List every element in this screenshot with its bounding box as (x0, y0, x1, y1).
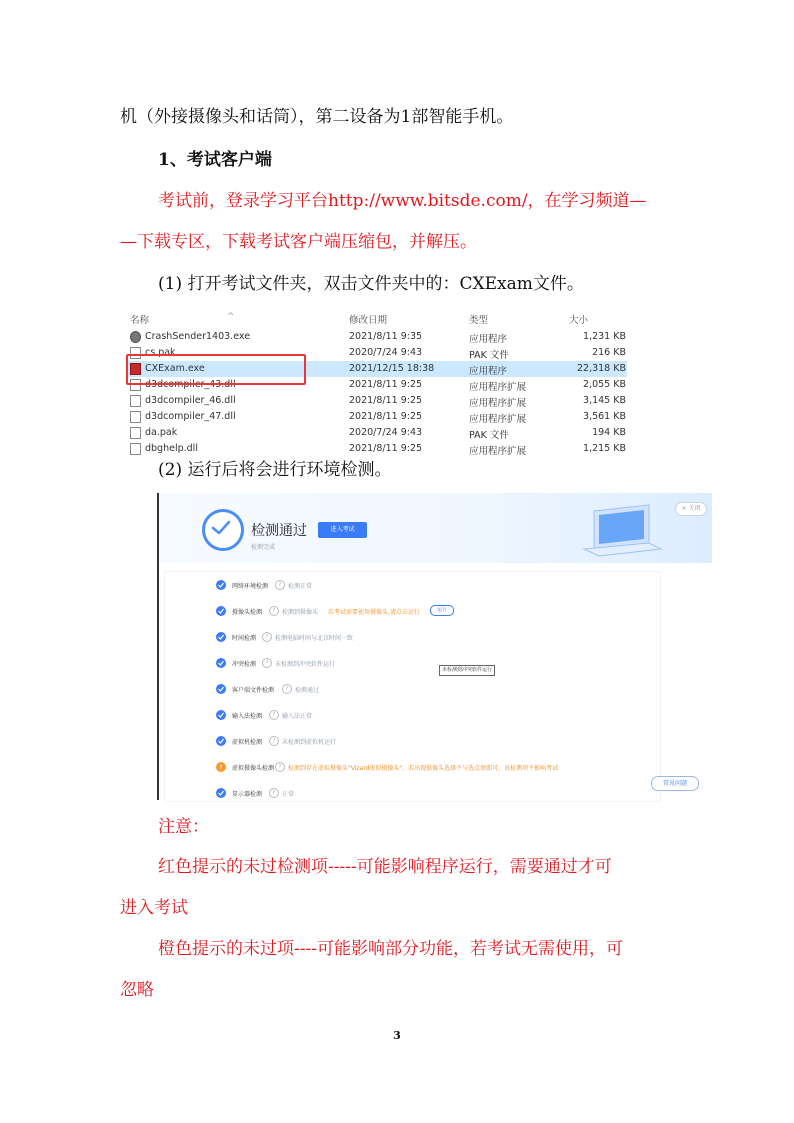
pass-check-icon (216, 736, 226, 746)
file-icon (130, 427, 141, 439)
file-size: 3,561 KB (583, 411, 626, 422)
file-type: 应用程序扩展 (469, 446, 527, 457)
instruction-line: 考试前，登录学习平台http://www.bitsde.com/，在学习频道— (158, 191, 647, 211)
highlight-box (126, 354, 306, 385)
file-row[interactable] (127, 441, 627, 457)
check-item-name: 时间检测 (232, 635, 257, 642)
paragraph-line: 机（外接摄像头和话筒），第二设备为1部智能手机。 (120, 107, 514, 127)
file-date: 2021/8/11 9:25 (349, 411, 423, 422)
check-item-name: 客户端文件检测 (232, 687, 275, 694)
pass-check-icon (216, 684, 226, 694)
check-item-status: 未检测到冲突软件运行 (275, 661, 336, 668)
file-name: d3dcompiler_46.dll (145, 395, 236, 406)
environment-check-screenshot (157, 493, 712, 800)
faq-button[interactable]: 常见问题 (651, 776, 699, 791)
help-icon[interactable]: ? (262, 658, 272, 668)
note-line: 进入考试 (120, 898, 188, 918)
column-header-type[interactable]: 类型 (469, 315, 489, 326)
file-size: 1,231 KB (583, 331, 626, 342)
run-button[interactable]: 运行 (430, 605, 454, 616)
file-icon (130, 331, 141, 343)
check-item-status: 检测到存在虚拟摄像头"Vizard虚拟摄像头"，若出现摄像头选择不与选点须即可，该检测项不影响考试 (288, 765, 559, 772)
column-header-row (123, 309, 674, 325)
file-row[interactable] (127, 329, 627, 345)
file-date: 2020/7/24 9:43 (349, 347, 423, 358)
pass-check-icon (216, 710, 226, 720)
column-header-date[interactable]: 修改日期 (349, 315, 388, 326)
column-header-size[interactable]: 大小 (569, 315, 589, 326)
file-type: 应用程序扩展 (469, 414, 527, 425)
file-date: 2020/7/24 9:43 (349, 427, 423, 438)
file-type: 应用程序扩展 (469, 398, 527, 409)
file-date: 2021/8/11 9:25 (349, 379, 423, 390)
check-item-name: 虚拟机检测 (232, 739, 263, 746)
file-date: 2021/8/11 9:25 (349, 443, 423, 454)
result-title: 检测通过 (251, 523, 307, 539)
file-name: d3dcompiler_47.dll (145, 411, 236, 422)
result-subtitle: 检测完成 (251, 544, 276, 551)
step-2: (2) 运行后将会进行环境检测。 (158, 460, 392, 480)
check-item-status: 检测电脑时间与北京时间一致 (275, 635, 354, 642)
file-type: 应用程序 (469, 366, 508, 377)
file-type: 应用程序扩展 (469, 382, 527, 393)
check-circle-icon (202, 509, 244, 551)
help-icon[interactable]: ? (275, 762, 285, 772)
pass-check-icon (216, 788, 226, 798)
file-name: da.pak (145, 427, 178, 438)
note-line: 忽略 (120, 980, 154, 1000)
check-item-status: 正常 (282, 791, 295, 798)
help-icon[interactable]: ? (275, 580, 285, 590)
laptop-illustration-icon (579, 503, 664, 558)
check-item-name: 冲突检测 (232, 661, 257, 668)
note-line: 橙色提示的未过项----可能影响部分功能，若考试无需使用，可 (158, 939, 623, 959)
check-item-name: 摄像头检测 (232, 609, 263, 616)
sort-caret-icon: ^ (227, 312, 235, 322)
help-icon[interactable]: ? (262, 632, 272, 642)
close-button[interactable]: × 关闭 (675, 502, 707, 516)
check-item-name: 虚拟摄像头检测 (232, 765, 275, 772)
help-icon[interactable]: ? (269, 788, 279, 798)
file-date: 2021/12/15 18:38 (349, 363, 435, 374)
file-size: 22,318 KB (576, 363, 626, 374)
file-row[interactable] (127, 425, 627, 441)
check-item-name: 输入法检测 (232, 713, 263, 720)
check-item-status: 输入法正常 (282, 713, 313, 720)
check-item-name: 网络环境检测 (232, 583, 269, 590)
note-title: 注意： (158, 817, 209, 837)
pass-check-icon (216, 606, 226, 616)
file-size: 2,055 KB (583, 379, 626, 390)
warning-icon (216, 762, 226, 772)
help-icon[interactable]: ? (282, 684, 292, 694)
file-size: 3,145 KB (583, 395, 626, 406)
file-row[interactable] (127, 409, 627, 425)
check-item-status: 检测通过 (295, 687, 320, 694)
check-item-status: 未检测到虚拟机运行 (282, 739, 337, 746)
file-name: CXExam.exe (145, 363, 205, 374)
file-explorer-screenshot (123, 303, 674, 457)
pass-check-icon (216, 580, 226, 590)
check-item-extra: 若考试需要使用摄像头,请点击运行 (328, 609, 420, 616)
instruction-line: —下载专区，下载考试客户端压缩包，并解压。 (120, 232, 477, 252)
check-item-status: 检测到摄像头 (282, 609, 319, 616)
page-number: 3 (393, 1029, 401, 1042)
column-header-name[interactable]: 名称 (130, 315, 150, 326)
check-item-name: 显示器检测 (232, 791, 263, 798)
file-icon (130, 443, 141, 455)
file-type: PAK 文件 (469, 430, 509, 441)
tooltip: 未检测到冲突软件运行 (439, 665, 495, 676)
file-icon (130, 411, 141, 423)
file-size: 1,215 KB (583, 443, 626, 454)
file-type: 应用程序 (469, 334, 508, 345)
file-date: 2021/8/11 9:35 (349, 331, 423, 342)
file-date: 2021/8/11 9:25 (349, 395, 423, 406)
file-type: PAK 文件 (469, 350, 509, 361)
file-row[interactable] (127, 393, 627, 409)
help-icon[interactable]: ? (269, 736, 279, 746)
note-line: 红色提示的未过检测项-----可能影响程序运行，需要通过才可 (158, 857, 612, 877)
file-name: CrashSender1403.exe (145, 331, 251, 342)
section-heading: 1、考试客户端 (158, 150, 272, 170)
help-icon[interactable]: ? (269, 606, 279, 616)
pass-check-icon (216, 658, 226, 668)
file-size: 216 KB (592, 347, 626, 358)
help-icon[interactable]: ? (269, 710, 279, 720)
file-name: dbghelp.dll (145, 443, 198, 454)
file-name: cs.pak (145, 347, 176, 358)
file-size: 194 KB (592, 427, 626, 438)
pass-check-icon (216, 632, 226, 642)
file-icon (130, 395, 141, 407)
step-1: (1) 打开考试文件夹，双击文件夹中的：CXExam文件。 (158, 274, 584, 294)
check-item-status: 检测正常 (288, 583, 313, 590)
enter-exam-button[interactable]: 进入考试 (318, 522, 367, 538)
file-name: d3dcompiler_43.dll (145, 379, 236, 390)
